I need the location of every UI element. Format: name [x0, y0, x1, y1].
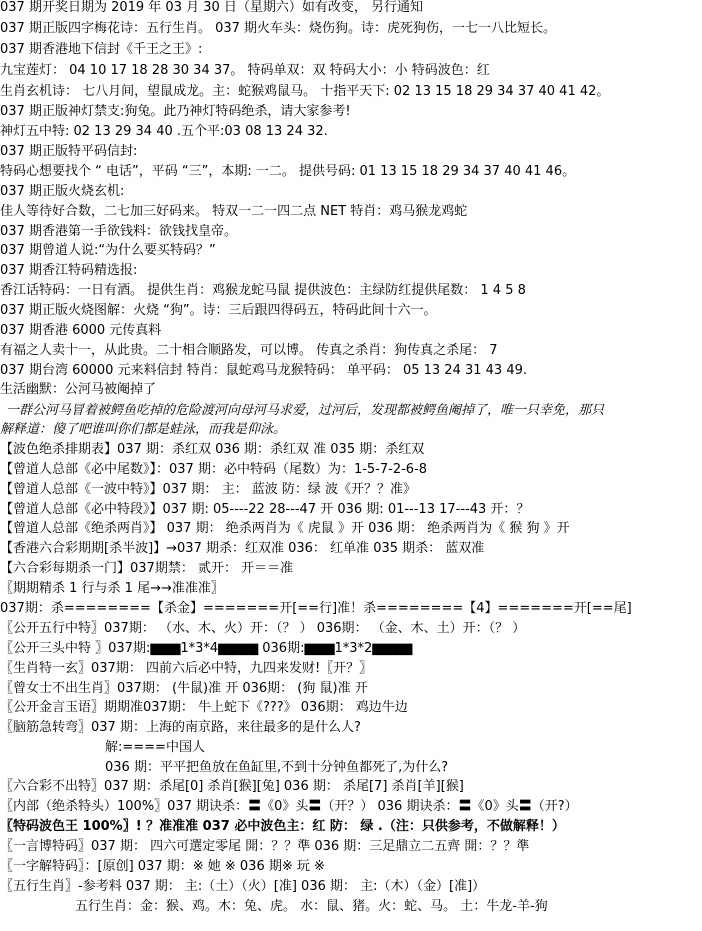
line-fire-diagram: 037 期正版火烧图解：火烧 “狗”。诗：三后跟四得码五，特码此间十六一。: [0, 303, 437, 318]
line-kill-half-wave: 【香港六合彩期期[杀半波]】→037 期杀：红双准 036： 红单准 035 期杀： 蓝双准: [0, 541, 485, 556]
line-hk-fax-title: 037 期香港 6000 元传真料: [0, 323, 162, 338]
line-zodiac-poem: 生肖玄机诗： 七八月间，望鼠成龙。主：蛇猴鸡鼠马。 十指平天下: 02 13 15 18 29 34 37 40 41 42。: [0, 84, 610, 99]
line-humor-body-1: 一群公河马冒着被鳄鱼吃掉的危险渡河向母河马求爱，过河后，发现都被鳄鱼阉掉了，唯一只幸免，那只: [6, 403, 605, 418]
line-five-elements: 〖公开五行中特〗037期： （水、木、火）开：（？ ） 036期： （金、木、土）开：（？ ）: [0, 621, 526, 636]
line-beauty-verse: 佳人等待好合数，二七加三好码来。 特双一二一四二点 NET 特肖：鸡马猴龙鸡蛇: [0, 204, 468, 219]
line-xiangjiang-title: 037 期香江特码精选报:: [0, 263, 138, 278]
line-fire-title: 037 期正版火烧玄机:: [0, 184, 125, 199]
line-one-wave: 【曾道人总部《一波中特》】037 期： 主： 蓝波 防：绿 波《开？？准》: [0, 482, 416, 497]
line-wuxing-list: 五行生肖：金：猴、鸡。木：兔、虎。 水：鼠、猪。火：蛇、马。 土：牛龙-羊-狗: [75, 899, 548, 914]
line-madam-zodiac: 〖曾女士不出生肖〗037期： (牛鼠)准 开 036期： (狗 鼠)准 开: [0, 681, 368, 696]
line-priest-says: 037 期曾道人说:“为什么要买特码？”: [0, 243, 216, 258]
line-taiwan-envelope: 037 期台湾 60000 元来料信封 特肖：鼠蛇鸡马龙猴特码： 单平码： 05 13 24 31 43 49.: [0, 363, 528, 378]
line-wave-kill: 【波色绝杀排期表】037 期：杀红双 036 期：杀红双 准 035 期：杀红双: [0, 442, 425, 457]
line-kill-head: 〖内部（绝杀特头）100%〗037 期诀杀：〓《0》头〓（开？） 036 期诀杀：〓《0》头〓（开?）: [0, 799, 578, 814]
line-brain-teaser-036: 036 期：平平把鱼放在鱼缸里,不到十分钟鱼都死了,为什么?: [105, 760, 449, 775]
line-brain-teaser: 〖脑筋急转弯〗037 期：上海的南京路，来往最多的是什么人?: [0, 720, 361, 735]
line-no-special: 〖六合彩不出特〗037 期：杀尾[0] 杀肖[猴][兔] 036 期： 杀尾[7] 杀肖[羊][猴]: [0, 779, 464, 794]
line-plum-poem: 037 期正版四字梅花诗：五行生肖。 037 期火车头：烧伤狗。诗：虎死狗伤，一七一八比短长。: [0, 21, 557, 36]
line-wave-king: 〖特码波色王 100%〗! ？准准准 037 必中波色主：红 防： 绿 .（注：只供参考，不做解释！）: [0, 819, 565, 834]
line-lamp-five: 神灯五中特: 02 13 29 34 40 .五个平:03 08 13 24 32.: [0, 124, 328, 139]
line-kill-one-door: 【六合彩每期杀一门】037期禁： 贰开： 开＝＝准: [0, 561, 294, 576]
line-humor-body-2: 解释道：傻了吧谁叫你们都是蛙泳，而我是仰泳。: [0, 422, 287, 437]
line-kill-row-tail-title: 〖期期精杀 1 行与杀 1 尾→→准准准〗: [0, 581, 224, 596]
line-zodiac-mystery: 〖生肖特一玄〗037期： 四前六后必中特，九四来发财!〖开？〗: [0, 661, 373, 676]
line-humor-title: 生活幽默：公河马被阉掉了: [0, 382, 157, 397]
line-golden-words: 〖公开金言玉语〗期期准037期： 牛上蛇下《???》 036期： 鸡边牛边: [0, 700, 408, 715]
line-xiangjiang-content: 香江话特码：一日有酒。 提供生肖：鸡猴龙蛇马鼠 提供波色：主绿防红提供尾数： 1 4 5 8: [0, 283, 526, 298]
line-phone-riddle: 特码心想要找个 “ 电话”，平码 “三”，本期: 一二。 提供号码: 01 13 15 18 29 34 37 40 41 46。: [0, 164, 576, 179]
line-first-hand: 037 期香港第一手欲钱料：欲钱找皇帝。: [0, 224, 237, 239]
line-flat-envelope-title: 037 期正版特平码信封:: [0, 144, 138, 159]
line-kill-row-tail: 037期：杀========【杀金】=======开[==行]准！杀========【4】=======开[==尾]: [0, 601, 632, 616]
line-segment: 【曾道人总部《必中特段》】037 期: 05----22 28---47 开 036 期: 01---13 17---43 开：？: [0, 502, 530, 517]
line-one-word-bet: 〖一言博特码〗037 期： 四六可選定零尾 開：？？準 036 期：三足鼎立二五齊 開：？？準: [0, 839, 530, 854]
line-brain-answer: 解:====中国人: [105, 740, 205, 755]
line-kill-two-zodiac: 【曾道人总部《绝杀两肖》】 037 期： 绝杀两肖为《 虎鼠 》开 036 期： 绝杀两肖为《 猴 狗 》开: [0, 521, 570, 536]
line-one-char: 〖一字解特码〗：[原创] 037 期：※ 她 ※ 036 期※ 玩 ※: [0, 859, 325, 874]
line-three-heads: 〖公开三头中特 〗037期:▆▆▆1*3*4▆▆▆▆ 036期:▆▆▆1*3*2▆▆▆▆: [0, 641, 413, 656]
line-tail-number: 【曾道人总部《必中尾数》】：037 期：必中特码（尾数）为：1-5-7-2-6-8: [0, 462, 428, 477]
line-lamp-ban: 037 期正版神灯禁支:狗兔。此乃神灯特码绝杀，请大家参考!: [0, 104, 351, 119]
line-hk-fax-content: 有福之人卖十一，从此贵。二十相合顺路发，可以博。 传真之杀肖：狗传真之杀尾： 7: [0, 343, 498, 358]
line-nine-lotus: 九宝莲灯： 04 10 17 18 28 30 34 37。 特码单双：双 特码大小：小 特码波色：红: [0, 63, 490, 78]
line-draw-date-notice: 037 期开奖日期为 2019 年 03 月 30 日（星期六）如有改变， 另行通知: [0, 0, 424, 15]
line-hk-envelope-title: 037 期香港地下信封《千王之王》:: [0, 42, 203, 57]
line-wuxing-zodiac: 〖五行生肖〗-参考料 037 期： 主:（土）（火）[准] 036 期： 主:（木）（金）[准]）: [0, 879, 486, 894]
